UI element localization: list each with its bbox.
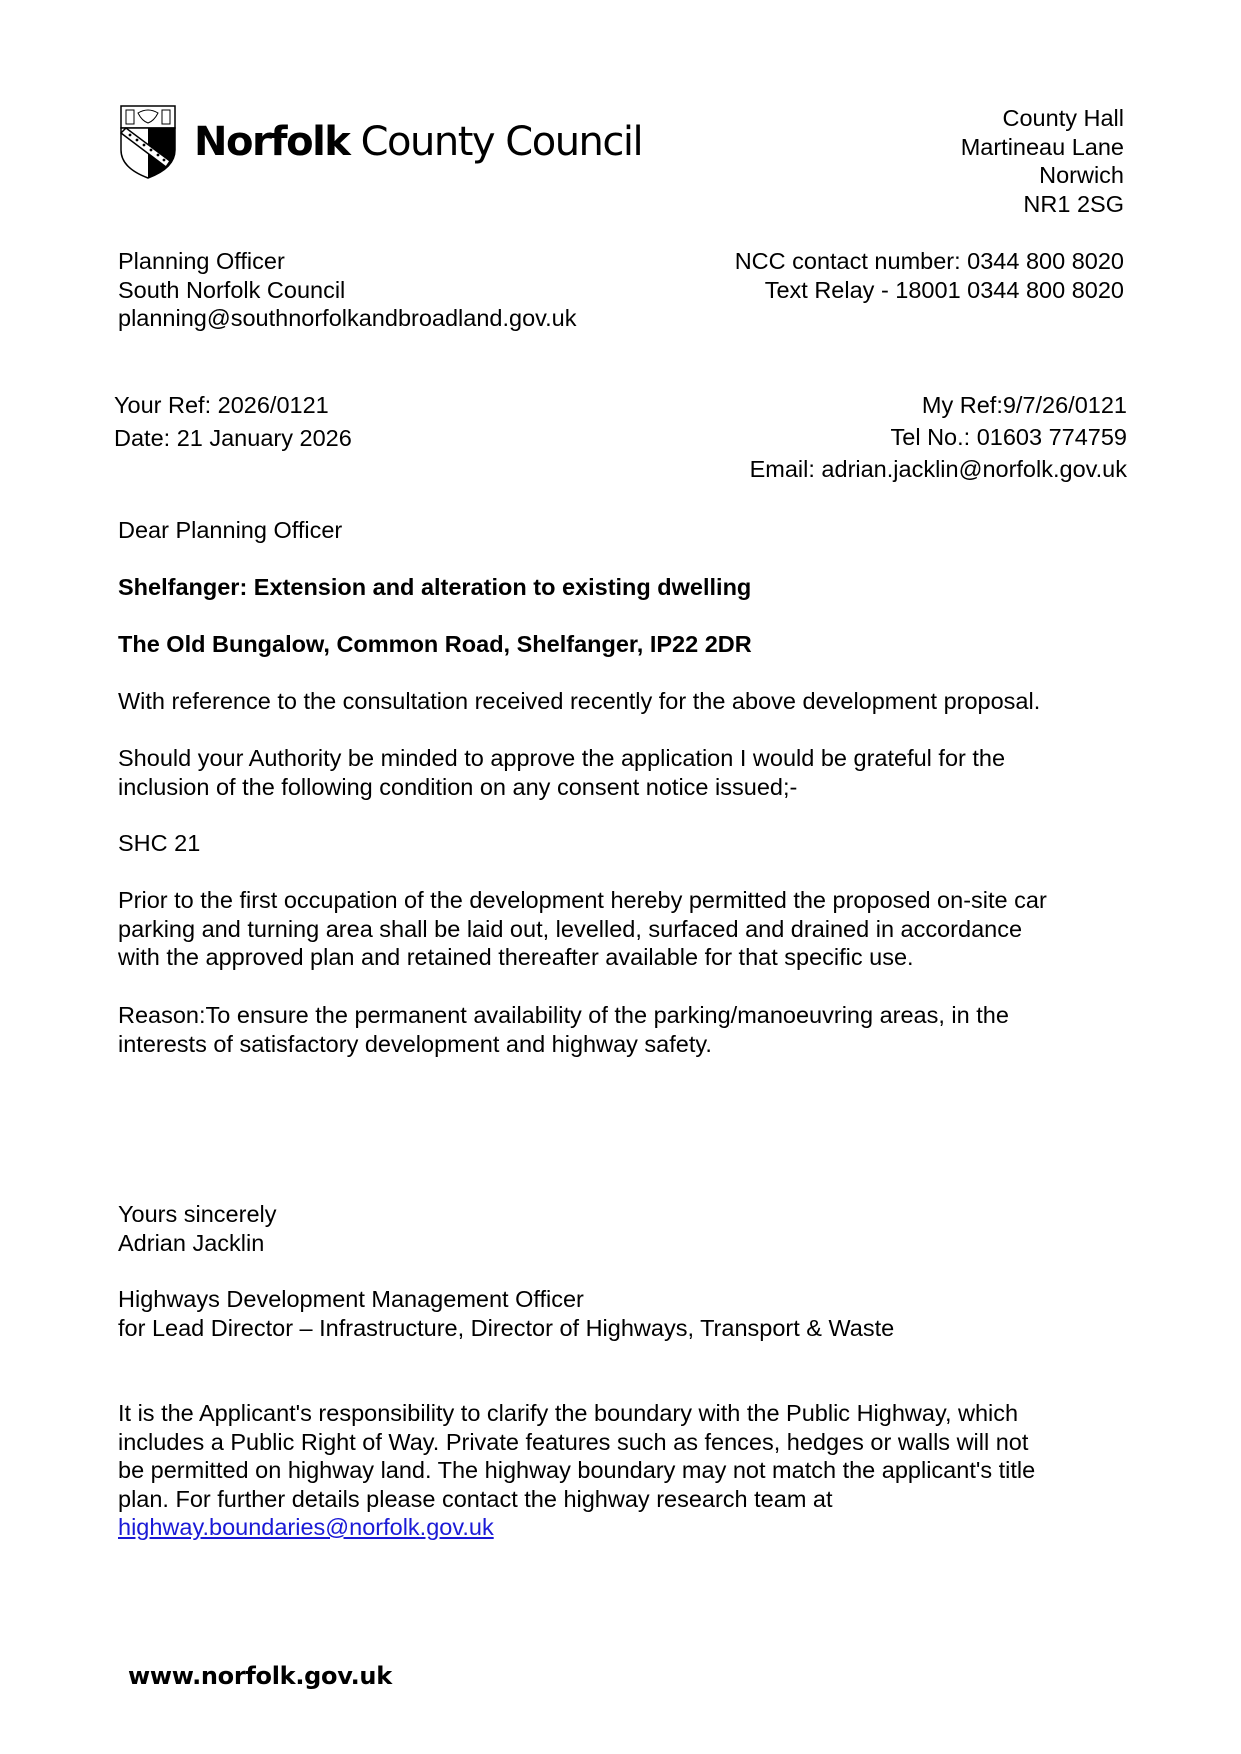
norfolk-county-council-logo: [120, 105, 642, 179]
organisation-name: Norfolk County Council: [194, 119, 643, 165]
condition-reason: Reason:To ensure the permanent availability of the parking/manoeuvring areas, in the interests of satisfactory development and highway safety.: [118, 1002, 1009, 1057]
subject-heading: Shelfanger: Extension and alteration to existing dwelling: [118, 574, 752, 600]
sender-email: Email: adrian.jacklin@norfolk.gov.uk: [749, 456, 1127, 482]
site-address-heading: The Old Bungalow, Common Road, Shelfanger, IP22 2DR: [118, 631, 752, 657]
condition-text: Prior to the first occupation of the development hereby permitted the proposed on-site car parking and turning area shall be laid out, levelled, surfaced and drained in accordance with the approved plan and retained thereafter available for that specific use.: [118, 887, 1047, 970]
salutation: Dear Planning Officer: [118, 517, 343, 543]
highway-boundaries-email-link[interactable]: highway.boundaries@norfolk.gov.uk: [118, 1514, 494, 1540]
tel-number: Tel No.: 01603 774759: [890, 424, 1127, 450]
signatory-name: Adrian Jacklin: [118, 1229, 265, 1256]
your-ref: Your Ref: 2026/0121: [114, 392, 329, 418]
signatory-title-block: [118, 1285, 894, 1342]
your-reference-block: [114, 389, 352, 455]
signatory-title: Highways Development Management Officer: [118, 1286, 584, 1312]
condition-code: SHC 21: [118, 830, 201, 856]
letter-date: Date: 21 January 2026: [114, 425, 352, 451]
coat-of-arms-shield-icon: [120, 105, 176, 179]
recipient-email: planning@southnorfolkandbroadland.gov.uk: [118, 305, 577, 331]
council-address: County Hall Martineau Lane Norwich NR1 2SG: [960, 105, 1124, 217]
closing: Yours sincerely: [118, 1201, 277, 1227]
signatory-department: for Lead Director – Infrastructure, Director of Highways, Transport & Waste: [118, 1314, 895, 1341]
recipient-block: Planning Officer South Norfolk Council planning@southnorfolkandbroadland.gov.uk: [118, 248, 577, 331]
contact-numbers: NCC contact number: 0344 800 8020 Text Relay - 18001 0344 800 8020: [734, 248, 1124, 303]
highway-boundary-notice: It is the Applicant's responsibility to clarify the boundary with the Public Highway, which includes a Public Right of Way. Private features such as fences, hedges or walls will not be permitted on highway land. The highway boundary may not match the applicant's title plan. For further details please contact the highway research team at highway.boundaries@norfolk.gov.uk: [118, 1400, 1036, 1540]
my-ref: My Ref:9/7/26/0121: [921, 392, 1127, 418]
signoff-block: [118, 1200, 277, 1257]
intro-paragraph: With reference to the consultation received recently for the above development proposal.: [118, 688, 1041, 714]
my-reference-block: [750, 389, 1127, 485]
footer-website: www.norfolk.gov.uk: [128, 1662, 392, 1690]
request-paragraph: Should your Authority be minded to approve the application I would be grateful for the inclusion of the following condition on any consent notice issued;-: [118, 745, 1006, 800]
